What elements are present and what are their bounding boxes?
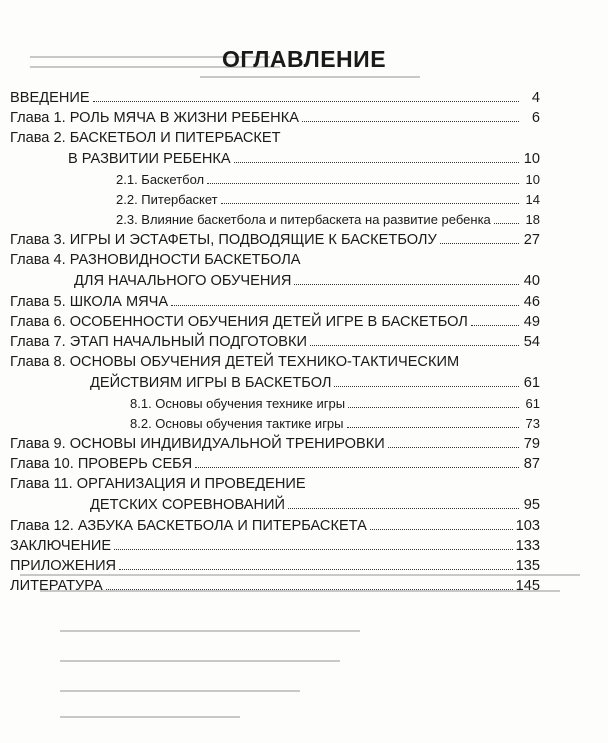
- toc-entry-label: ПРИЛОЖЕНИЯ: [10, 558, 117, 574]
- dot-leader: [195, 467, 519, 468]
- table-of-contents: [10, 88, 540, 596]
- toc-entry-chapter-2-cont: [10, 148, 540, 170]
- dot-leader: [294, 284, 519, 285]
- toc-entry-label: Глава 10. ПРОВЕРЬ СЕБЯ: [10, 456, 193, 472]
- dot-leader: [302, 121, 519, 122]
- toc-page-number: 46: [523, 294, 540, 310]
- dot-leader: [471, 325, 519, 326]
- toc-page-number: 135: [515, 558, 540, 574]
- toc-entry-label: Глава 5. ШКОЛА МЯЧА: [10, 294, 169, 310]
- toc-entry-section-2-3: [10, 210, 540, 230]
- dot-leader: [171, 305, 519, 306]
- toc-page-number: 10: [523, 151, 540, 167]
- toc-page-number: 27: [523, 232, 540, 248]
- dot-leader: [221, 203, 519, 204]
- toc-entry-intro: [10, 88, 540, 108]
- toc-page-number: 18: [525, 212, 540, 227]
- dot-leader: [288, 508, 519, 509]
- toc-entry-chapter-2: [10, 128, 540, 148]
- toc-entry-label: Глава 8. ОСНОВЫ ОБУЧЕНИЯ ДЕТЕЙ ТЕХНИКО-ТАКТИЧЕСКИМ: [10, 354, 460, 370]
- page-title: ОГЛАВЛЕНИЕ: [221, 46, 387, 72]
- dot-leader: [234, 162, 519, 163]
- dot-leader: [119, 569, 513, 570]
- toc-entry-chapter-6: [10, 312, 540, 332]
- bleed-through-mark: [200, 76, 420, 78]
- dot-leader: [207, 183, 519, 184]
- toc-entry-label-cont: ДЕТСКИХ СОРЕВНОВАНИЙ: [90, 497, 286, 513]
- bleed-through-mark: [60, 630, 360, 632]
- toc-entry-chapter-8: [10, 352, 540, 372]
- toc-entry-section-2-1: [10, 170, 540, 190]
- toc-entry-chapter-5: [10, 292, 540, 312]
- toc-entry-chapter-11-cont: [10, 494, 540, 516]
- toc-entry-label: Глава 1. РОЛЬ МЯЧА В ЖИЗНИ РЕБЕНКА: [10, 110, 299, 126]
- toc-page-number: 61: [525, 396, 540, 411]
- toc-entry-section-8-2: [10, 414, 540, 434]
- dot-leader: [348, 407, 519, 408]
- toc-entry-label: ЛИТЕРАТУРА: [10, 578, 103, 594]
- toc-entry-label: Глава 7. ЭТАП НАЧАЛЬНЫЙ ПОДГОТОВКИ: [10, 334, 307, 350]
- toc-entry-chapter-3: [10, 230, 540, 250]
- toc-entry-label: ЗАКЛЮЧЕНИЕ: [10, 538, 112, 554]
- toc-entry-chapter-8-cont: [10, 372, 540, 394]
- toc-entry-label: 2.1. Баскетбол: [116, 172, 205, 187]
- toc-entry-chapter-1: [10, 108, 540, 128]
- dot-leader: [114, 549, 513, 550]
- toc-entry-chapter-9: [10, 434, 540, 454]
- toc-page-number: 87: [523, 456, 540, 472]
- toc-entry-label: Глава 9. ОСНОВЫ ИНДИВИДУАЛЬНОЙ ТРЕНИРОВКИ: [10, 436, 385, 452]
- toc-entry-label: 8.2. Основы обучения тактике игры: [130, 416, 344, 431]
- toc-entry-label-cont: В РАЗВИТИИ РЕБЕНКА: [68, 151, 231, 167]
- dot-leader: [370, 529, 513, 530]
- toc-entry-chapter-11: [10, 474, 540, 494]
- bleed-through-mark: [60, 660, 340, 662]
- toc-page-number: 14: [525, 192, 540, 207]
- toc-entry-label: Глава 3. ИГРЫ И ЭСТАФЕТЫ, ПОДВОДЯЩИЕ К БАСКЕТБОЛУ: [10, 232, 437, 248]
- dot-leader: [310, 345, 519, 346]
- toc-page-number: 40: [523, 273, 540, 289]
- toc-entry-chapter-4-cont: [10, 270, 540, 292]
- toc-page-number: 10: [525, 172, 540, 187]
- toc-entry-section-8-1: [10, 394, 540, 414]
- toc-page-number: 145: [515, 578, 540, 594]
- toc-entry-label: 2.2. Питербаскет: [116, 192, 218, 207]
- bleed-through-mark: [60, 690, 300, 692]
- toc-entry-chapter-4: [10, 250, 540, 270]
- toc-entry-label: 8.1. Основы обучения технике игры: [130, 396, 346, 411]
- toc-entry-label: 2.3. Влияние баскетбола и питербаскета на развитие ребенка: [116, 212, 491, 227]
- toc-entry-chapter-12: [10, 516, 540, 536]
- toc-entry-label: ВВЕДЕНИЕ: [10, 90, 90, 106]
- toc-entry-literature: [10, 576, 540, 596]
- toc-entry-chapter-10: [10, 454, 540, 474]
- toc-page-number: 49: [523, 314, 540, 330]
- toc-entry-label: Глава 4. РАЗНОВИДНОСТИ БАСКЕТБОЛА: [10, 252, 301, 268]
- dot-leader: [334, 386, 519, 387]
- toc-entry-chapter-7: [10, 332, 540, 352]
- dot-leader: [93, 101, 519, 102]
- dot-leader: [388, 447, 519, 448]
- toc-entry-conclusion: [10, 536, 540, 556]
- toc-entry-label-cont: ДЛЯ НАЧАЛЬНОГО ОБУЧЕНИЯ: [74, 273, 292, 289]
- toc-entry-label: Глава 6. ОСОБЕННОСТИ ОБУЧЕНИЯ ДЕТЕЙ ИГРЕ В БАСКЕТБОЛ: [10, 314, 468, 330]
- toc-entry-label: Глава 2. БАСКЕТБОЛ И ПИТЕРБАСКЕТ: [10, 130, 281, 146]
- bleed-through-mark: [60, 716, 240, 718]
- dot-leader: [494, 223, 519, 224]
- toc-page-number: 54: [523, 334, 540, 350]
- toc-page-number: 73: [525, 416, 540, 431]
- toc-page-number: 6: [531, 110, 540, 126]
- toc-entry-appendix: [10, 556, 540, 576]
- dot-leader: [106, 589, 513, 590]
- dot-leader: [440, 243, 519, 244]
- toc-page-number: 133: [515, 538, 540, 554]
- dot-leader: [347, 427, 519, 428]
- toc-entry-section-2-2: [10, 190, 540, 210]
- toc-page-number: 4: [531, 90, 540, 106]
- toc-page-number: 79: [523, 436, 540, 452]
- toc-page-number: 103: [515, 518, 540, 534]
- toc-page-number: 61: [523, 375, 540, 391]
- toc-entry-label-cont: ДЕЙСТВИЯМ ИГРЫ В БАСКЕТБОЛ: [90, 375, 332, 391]
- toc-entry-label: Глава 12. АЗБУКА БАСКЕТБОЛА И ПИТЕРБАСКЕТА: [10, 518, 367, 534]
- toc-entry-label: Глава 11. ОРГАНИЗАЦИЯ И ПРОВЕДЕНИЕ: [10, 476, 306, 492]
- toc-page-number: 95: [523, 497, 540, 513]
